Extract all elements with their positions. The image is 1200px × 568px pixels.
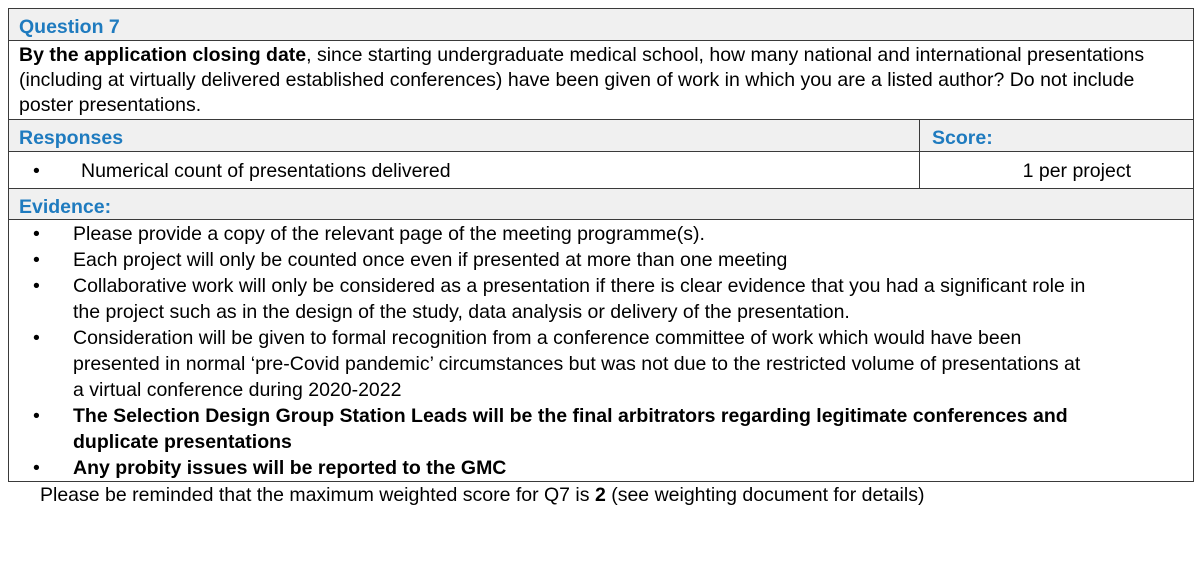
bullet-icon: • [33,160,40,182]
evidence-item [9,325,1193,403]
response-cell [9,152,920,189]
question-text-bold: By the application closing date [19,44,307,66]
bullet-icon: • [33,327,40,349]
evidence-cell [9,220,1194,482]
bullet-icon: • [33,405,40,427]
bullet-icon: • [33,249,40,271]
responses-header-cell [9,120,920,152]
question-table [8,8,1194,482]
evidence-item-text: The Selection Design Group Station Leads will be the final arbitrators regarding legitimate conferences and duplicate presentations [73,405,1068,453]
score-header: Score: [932,127,993,149]
question-text-rest: , since starting undergraduate medical school, how many national and international presentations (including at virtually delivered established conferences) have been given of work in which you are a listed author? Do not include poster presentations. [19,44,1145,116]
weighting-note-value: 2 [594,484,606,506]
bullet-icon: • [33,275,40,297]
question-title: Question 7 [19,16,120,38]
score-header-cell [920,120,1194,152]
evidence-item [9,273,1193,325]
question-text-cell [9,41,1194,120]
evidence-header-cell [9,189,1194,220]
question-text [9,41,1193,119]
response-text: Numerical count of presentations delivered [81,160,451,182]
question-title-cell [9,9,1194,41]
evidence-header: Evidence: [19,196,112,218]
response-row [9,152,1194,189]
evidence-list [9,220,1193,481]
evidence-item [9,247,1193,273]
evidence-item-text: Each project will only be counted once even if presented at more than one meeting [73,249,788,271]
response-score-cell [920,152,1194,189]
evidence-item-text: Consideration will be given to formal recognition from a conference committee of work which would have been presented in normal ‘pre-Covid pandemic’ circumstances but was not due to the restricted volume of presentations at a virtual conference during 2020-2022 [73,327,1081,401]
evidence-item [9,455,1193,481]
evidence-item-text: Please provide a copy of the relevant page of the meeting programme(s). [73,223,705,245]
question-document [8,8,1193,507]
bullet-icon: • [33,223,40,245]
weighting-note-before: Please be reminded that the maximum weighted score for Q7 is [40,484,595,506]
weighting-note-after: (see weighting document for details) [605,484,925,506]
evidence-item-text: Collaborative work will only be considered as a presentation if there is clear evidence that you had a significant role in the project such as in the design of the study, data analysis or delivery of the presentation. [73,275,1086,323]
evidence-item [9,403,1193,455]
responses-header: Responses [19,127,124,149]
evidence-item [9,221,1193,247]
weighting-note [8,483,1193,507]
response-score: 1 per project [1022,160,1131,182]
bullet-icon: • [33,457,40,479]
evidence-item-text: Any probity issues will be reported to the GMC [73,457,507,479]
